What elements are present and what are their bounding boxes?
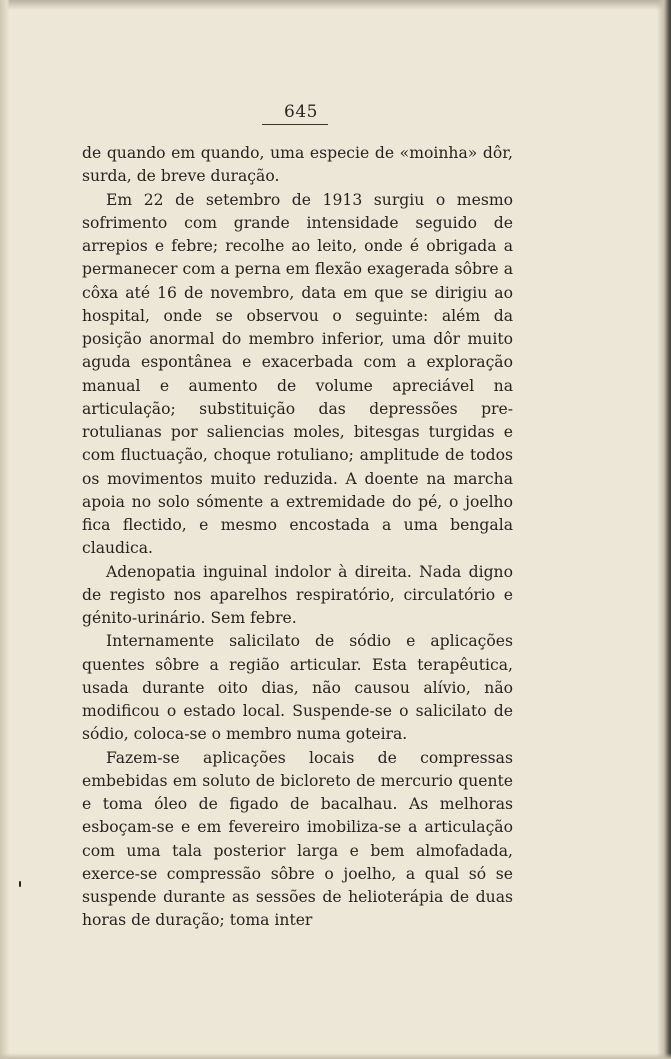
page-right-edge — [657, 0, 671, 1059]
page-bottom-shadow — [0, 1053, 671, 1059]
paragraph-subsequent-treatment: Fazem-se aplicações locais de compressas embebidas em soluto de bicloreto de mercurio quente e toma óleo de figado de bacalhau. As melhoras esboçam-se e em fevereiro imobiliza-se a articulação com uma tala posterior larga e bem almofadada, exerce-se compressão sôbre o joelho, a qual só se suspende durante as sessões de helioterápia de duas horas de duração; toma inter — [82, 748, 513, 930]
body-text — [82, 142, 513, 933]
page-number: 645 — [284, 102, 318, 122]
paragraph-initial-treatment: Internamente salicilato de sódio e aplicações quentes sôbre a região articular. Esta terapêutica, usada durante oito dias, não causou alívio, não modificou o estado local. Suspende-se o salicilato de sódio, coloca-se o membro numa goteira. — [82, 632, 513, 744]
paragraph-continuation: de quando em quando, uma especie de «moinha» dôr, surda, de breve duração. — [82, 144, 513, 186]
paragraph-history: Em 22 de setembro de 1913 surgiu o mesmo sofrimento com grande intensidade seguido de arrepios e febre; recolhe ao leito, onde é obrigada a permanecer com a perna em flexão exagerada sôbre a côxa até 16 de novembro, data em que se dirigiu ao hospital, onde se observou o seguinte: além da posição anormal do membro inferior, uma dôr muito aguda espontânea e exacerbada com a exploração manual e aumento de volume apreciável na articulação; substituição das depressões pre-rotulianas por saliencias moles, bitesgas turgidas e com fluctuação, choque rotuliano; amplitude de todos os movimentos muito reduzida. A doente na marcha apoia no solo sómente a extremidade do pé, o joelho fica flectido, e mesmo encostada a uma bengala claudica. — [82, 190, 513, 558]
page-left-shadow — [0, 0, 10, 1059]
paragraph-examination: Adenopatia inguinal indolor à direita. Nada digno de registo nos aparelhos respiratório, circulatório e génito-urinário. Sem febre. — [82, 562, 513, 627]
page-number-rule — [262, 124, 328, 125]
stray-ink-mark — [19, 881, 21, 887]
page-top-shadow — [0, 0, 671, 10]
